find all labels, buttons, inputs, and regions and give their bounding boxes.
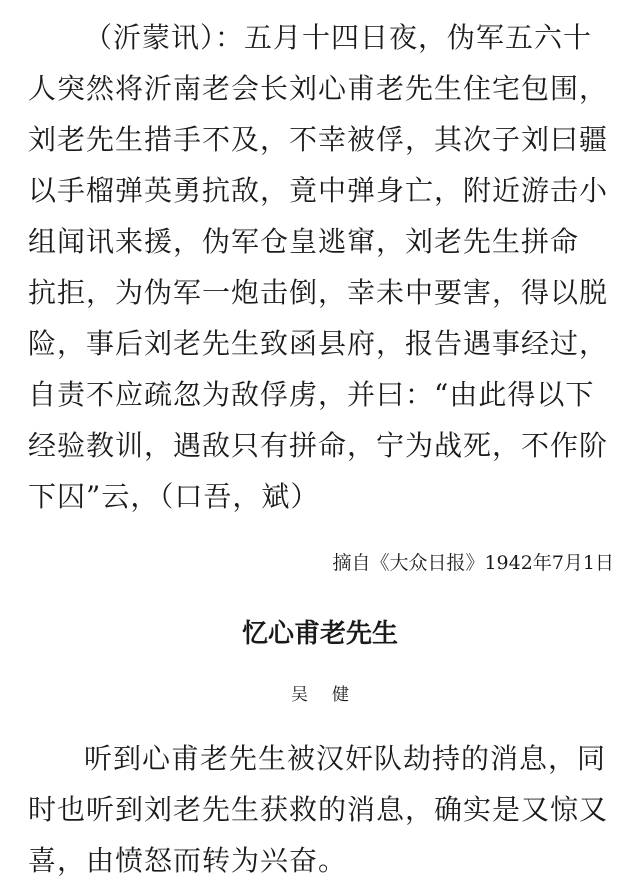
memoir-line: 时也听到刘老先生获救的消息，确实是又惊又 (28, 793, 609, 826)
memoir-line: 喜，由愤怒而转为兴奋。 (28, 844, 348, 877)
article-line: 经验教训，遇敌只有拼命，宁为战死，不作阶 (28, 429, 609, 462)
article-line: 抗拒，为伪军一炮击倒，幸未中要害，得以脱 (28, 276, 609, 309)
article-line: 人突然将沂南老会长刘心甫老先生住宅包围， (28, 72, 609, 105)
memoir-title: 忆心甫老先生 (241, 619, 398, 649)
article-line: 刘老先生措手不及，不幸被俘，其次子刘曰疆 (28, 123, 609, 156)
news-article (28, 12, 618, 522)
source-citation: 摘自《大众日报》1942年7月1日 (332, 552, 614, 574)
article-line: 组闻讯来援，伪军仓皇逃窜，刘老先生拼命 (28, 225, 580, 258)
article-line: 险，事后刘老先生致函县府，报告遇事经过， (28, 327, 609, 360)
memoir-author: 吴健 (291, 685, 373, 705)
memoir-body (28, 733, 618, 886)
article-line: 以手榴弹英勇抗敌，竟中弹身亡，附近游击小 (28, 174, 609, 207)
article-line: 下囚”云，（口吾，斌） (28, 480, 320, 513)
memoir-line: 听到心甫老先生被汉奸队劫持的消息，同 (84, 742, 607, 775)
article-line: 自责不应疏忽为敌俘虏，并曰：“由此得以下 (28, 378, 595, 411)
article-line: （沂蒙讯）：五月十四日夜，伪军五六十 (84, 21, 593, 54)
